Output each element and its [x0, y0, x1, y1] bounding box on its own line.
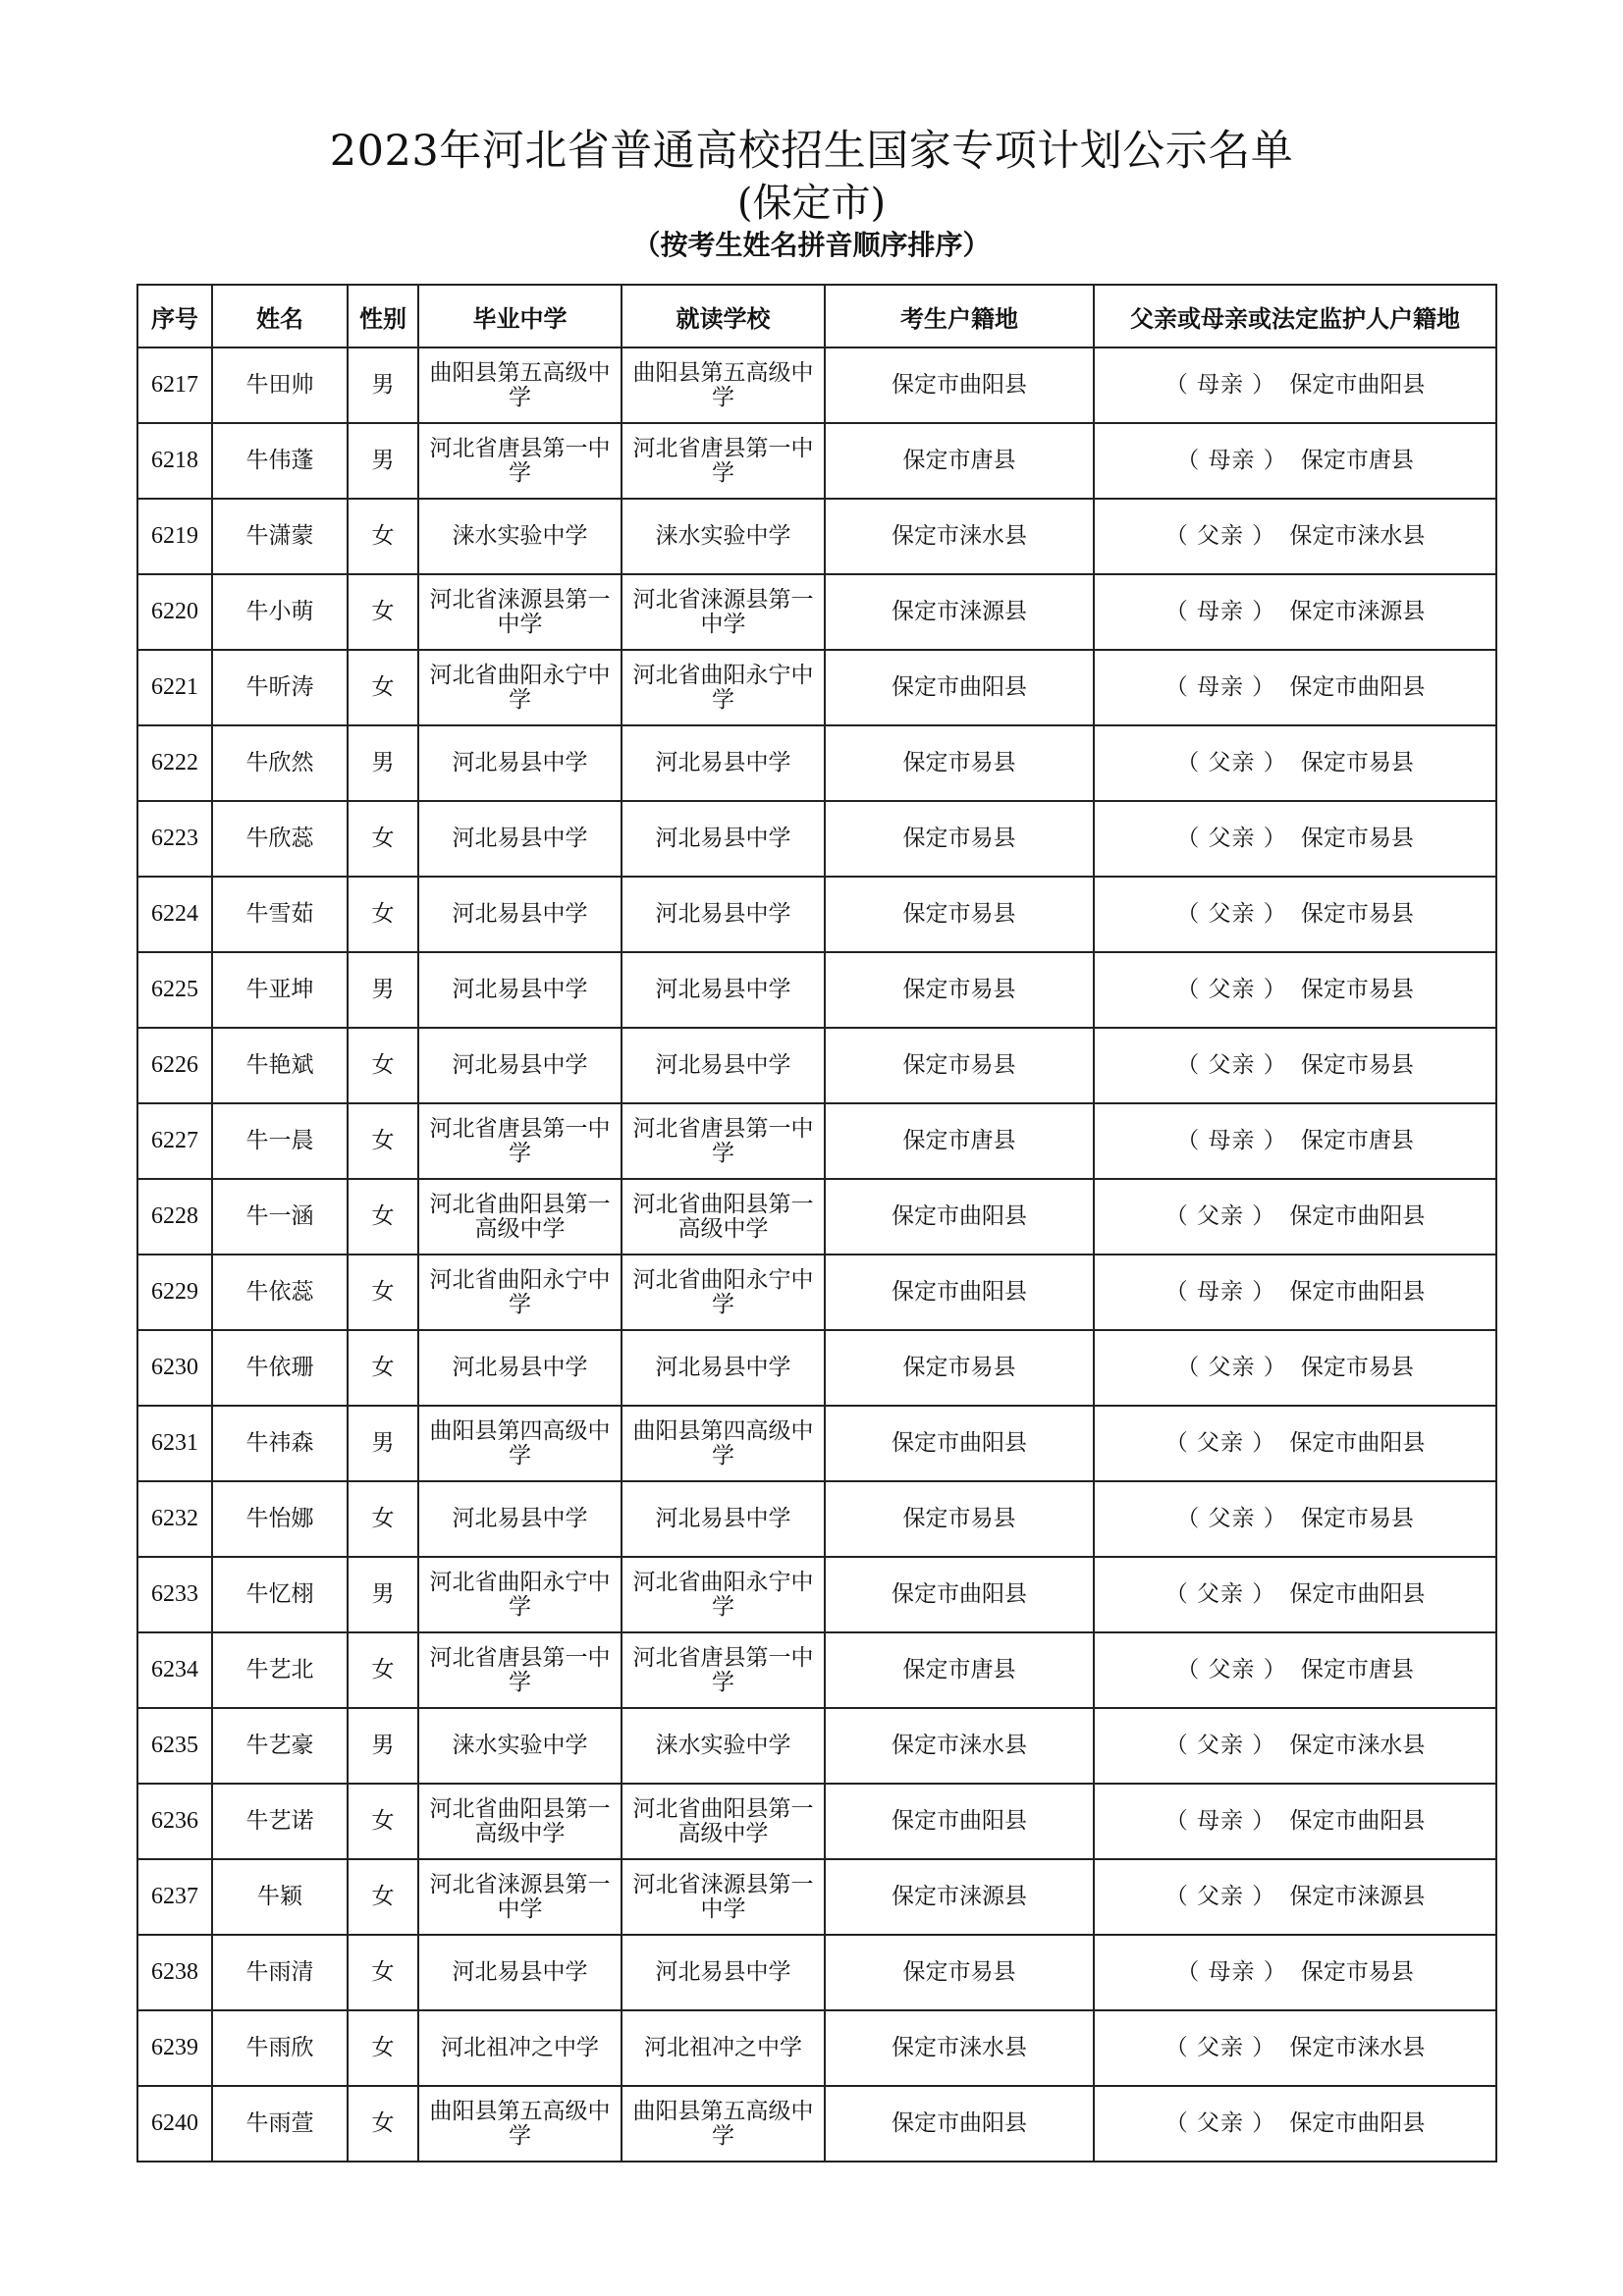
cell-gender: 女	[348, 1481, 418, 1557]
cell-gender: 女	[348, 1330, 418, 1406]
cell-guardian-hukou	[1094, 423, 1496, 499]
table-row	[137, 423, 1496, 499]
table-row	[137, 1935, 1496, 2010]
cell-hukou: 保定市唐县	[825, 1632, 1094, 1708]
cell-grad-school: 河北易县中学	[418, 725, 622, 801]
cell-hukou: 保定市易县	[825, 1481, 1094, 1557]
cell-grad-school: 河北省唐县第一中学	[418, 1632, 622, 1708]
cell-name: 牛雪茹	[212, 877, 348, 952]
cell-hukou: 保定市曲阳县	[825, 1557, 1094, 1632]
guardian-hukou-place: 保定市曲阳县	[1289, 674, 1426, 700]
cell-gender: 女	[348, 2010, 418, 2086]
table-row	[137, 952, 1496, 1028]
cell-grad-school: 曲阳县第四高级中学	[418, 1406, 622, 1481]
cell-gender: 女	[348, 1935, 418, 2010]
cell-current-school: 涞水实验中学	[622, 1708, 825, 1784]
cell-grad-school: 河北省曲阳县第一高级中学	[418, 1784, 622, 1859]
guardian-hukou-place: 保定市唐县	[1300, 1657, 1414, 1682]
cell-gender: 女	[348, 2086, 418, 2162]
table-row	[137, 2086, 1496, 2162]
guardian-hukou-place: 保定市唐县	[1300, 448, 1414, 473]
cell-gender: 女	[348, 1103, 418, 1179]
guardian-hukou-place: 保定市涞水县	[1289, 2035, 1426, 2060]
cell-hukou: 保定市唐县	[825, 1103, 1094, 1179]
cell-grad-school: 河北易县中学	[418, 952, 622, 1028]
cell-hukou: 保定市曲阳县	[825, 1255, 1094, 1330]
table-body	[137, 347, 1496, 2162]
cell-grad-school: 曲阳县第五高级中学	[418, 347, 622, 423]
cell-guardian-hukou	[1094, 1103, 1496, 1179]
table-row	[137, 1103, 1496, 1179]
guardian-hukou-place: 保定市易县	[1300, 1506, 1414, 1531]
cell-guardian-hukou	[1094, 801, 1496, 877]
cell-grad-school: 河北易县中学	[418, 1481, 622, 1557]
sort-note: （按考生姓名拼音顺序排序）	[632, 229, 991, 261]
table-row	[137, 1859, 1496, 1935]
cell-gender: 女	[348, 877, 418, 952]
cell-seq: 6227	[137, 1103, 212, 1179]
header-guardian-hukou: 父亲或母亲或法定监护人户籍地	[1094, 285, 1496, 347]
table-row	[137, 1708, 1496, 1784]
cell-seq: 6219	[137, 499, 212, 574]
cell-guardian-hukou	[1094, 1632, 1496, 1708]
cell-seq: 6218	[137, 423, 212, 499]
cell-seq: 6220	[137, 574, 212, 650]
guardian-relation: （ 母亲 ）	[1164, 372, 1276, 398]
cell-name: 牛一晨	[212, 1103, 348, 1179]
table-row	[137, 650, 1496, 725]
cell-hukou: 保定市易县	[825, 1028, 1094, 1103]
cell-grad-school: 河北省唐县第一中学	[418, 423, 622, 499]
cell-current-school: 河北省唐县第一中学	[622, 1632, 825, 1708]
cell-current-school: 河北易县中学	[622, 952, 825, 1028]
cell-guardian-hukou	[1094, 1859, 1496, 1935]
cell-current-school: 河北易县中学	[622, 725, 825, 801]
table-row	[137, 2010, 1496, 2086]
guardian-hukou-place: 保定市易县	[1300, 1959, 1414, 1985]
guardian-relation: （ 父亲 ）	[1176, 1052, 1287, 1078]
cell-hukou: 保定市易县	[825, 801, 1094, 877]
table-row	[137, 1632, 1496, 1708]
guardian-hukou-place: 保定市曲阳县	[1289, 2110, 1426, 2136]
cell-current-school: 河北易县中学	[622, 1028, 825, 1103]
guardian-hukou-place: 保定市易县	[1300, 1052, 1414, 1078]
cell-name: 牛祎森	[212, 1406, 348, 1481]
guardian-hukou-place: 保定市唐县	[1300, 1128, 1414, 1153]
guardian-relation: （ 父亲 ）	[1164, 1733, 1276, 1758]
cell-name: 牛忆栩	[212, 1557, 348, 1632]
header-name: 姓名	[212, 285, 348, 347]
cell-grad-school: 河北省曲阳永宁中学	[418, 1557, 622, 1632]
table-row	[137, 1557, 1496, 1632]
guardian-relation: （ 父亲 ）	[1164, 2110, 1276, 2136]
cell-guardian-hukou	[1094, 1557, 1496, 1632]
cell-gender: 男	[348, 952, 418, 1028]
cell-seq: 6234	[137, 1632, 212, 1708]
cell-gender: 女	[348, 1028, 418, 1103]
cell-gender: 女	[348, 1632, 418, 1708]
cell-current-school: 河北易县中学	[622, 801, 825, 877]
cell-current-school: 曲阳县第五高级中学	[622, 347, 825, 423]
cell-guardian-hukou	[1094, 347, 1496, 423]
cell-guardian-hukou	[1094, 499, 1496, 574]
cell-seq: 6225	[137, 952, 212, 1028]
cell-name: 牛小萌	[212, 574, 348, 650]
guardian-relation: （ 父亲 ）	[1176, 826, 1287, 851]
table-row	[137, 1406, 1496, 1481]
cell-guardian-hukou	[1094, 1179, 1496, 1255]
cell-current-school: 河北省曲阳永宁中学	[622, 1255, 825, 1330]
guardian-relation: （ 父亲 ）	[1176, 1355, 1287, 1380]
cell-guardian-hukou	[1094, 877, 1496, 952]
cell-seq: 6233	[137, 1557, 212, 1632]
cell-grad-school: 河北省曲阳县第一高级中学	[418, 1179, 622, 1255]
document-subtitle: (保定市)	[736, 181, 887, 226]
guardian-hukou-place: 保定市曲阳县	[1289, 1808, 1426, 1834]
document-title: 2023年河北省普通高校招生国家专项计划公示名单	[329, 127, 1294, 176]
cell-name: 牛依蕊	[212, 1255, 348, 1330]
cell-gender: 女	[348, 1784, 418, 1859]
cell-hukou: 保定市涞水县	[825, 499, 1094, 574]
cell-name: 牛潇蒙	[212, 499, 348, 574]
guardian-relation: （ 父亲 ）	[1164, 2035, 1276, 2060]
cell-hukou: 保定市曲阳县	[825, 1179, 1094, 1255]
guardian-hukou-place: 保定市曲阳县	[1289, 372, 1426, 398]
cell-current-school: 曲阳县第五高级中学	[622, 2086, 825, 2162]
cell-hukou: 保定市易县	[825, 952, 1094, 1028]
cell-guardian-hukou	[1094, 1255, 1496, 1330]
cell-seq: 6237	[137, 1859, 212, 1935]
cell-name: 牛雨清	[212, 1935, 348, 2010]
cell-name: 牛田帅	[212, 347, 348, 423]
cell-gender: 男	[348, 1406, 418, 1481]
cell-hukou: 保定市涞源县	[825, 574, 1094, 650]
cell-guardian-hukou	[1094, 1330, 1496, 1406]
cell-gender: 女	[348, 574, 418, 650]
cell-name: 牛亚坤	[212, 952, 348, 1028]
cell-name: 牛艺诺	[212, 1784, 348, 1859]
guardian-relation: （ 母亲 ）	[1176, 1128, 1287, 1153]
cell-guardian-hukou	[1094, 725, 1496, 801]
cell-hukou: 保定市易县	[825, 725, 1094, 801]
table-row	[137, 574, 1496, 650]
table-row	[137, 1179, 1496, 1255]
table-row	[137, 877, 1496, 952]
cell-grad-school: 河北祖冲之中学	[418, 2010, 622, 2086]
cell-guardian-hukou	[1094, 1708, 1496, 1784]
cell-name: 牛雨萱	[212, 2086, 348, 2162]
cell-current-school: 河北省唐县第一中学	[622, 1103, 825, 1179]
roster-table	[136, 284, 1497, 2163]
cell-grad-school: 河北省涞源县第一中学	[418, 1859, 622, 1935]
cell-hukou: 保定市涞源县	[825, 1859, 1094, 1935]
guardian-hukou-place: 保定市曲阳县	[1289, 1279, 1426, 1305]
cell-grad-school: 河北易县中学	[418, 1330, 622, 1406]
cell-name: 牛欣蕊	[212, 801, 348, 877]
cell-seq: 6231	[137, 1406, 212, 1481]
cell-gender: 男	[348, 725, 418, 801]
cell-gender: 女	[348, 499, 418, 574]
cell-guardian-hukou	[1094, 1935, 1496, 2010]
cell-name: 牛怡娜	[212, 1481, 348, 1557]
cell-grad-school: 曲阳县第五高级中学	[418, 2086, 622, 2162]
cell-seq: 6228	[137, 1179, 212, 1255]
cell-hukou: 保定市曲阳县	[825, 650, 1094, 725]
guardian-relation: （ 母亲 ）	[1164, 599, 1276, 624]
cell-seq: 6235	[137, 1708, 212, 1784]
cell-name: 牛颖	[212, 1859, 348, 1935]
guardian-relation: （ 父亲 ）	[1176, 977, 1287, 1002]
cell-seq: 6229	[137, 1255, 212, 1330]
cell-hukou: 保定市易县	[825, 1330, 1094, 1406]
guardian-relation: （ 父亲 ）	[1176, 901, 1287, 927]
table-row	[137, 725, 1496, 801]
guardian-hukou-place: 保定市易县	[1300, 977, 1414, 1002]
cell-gender: 男	[348, 1708, 418, 1784]
cell-grad-school: 河北省唐县第一中学	[418, 1103, 622, 1179]
cell-grad-school: 河北易县中学	[418, 1935, 622, 2010]
cell-grad-school: 河北易县中学	[418, 1028, 622, 1103]
cell-name: 牛一涵	[212, 1179, 348, 1255]
cell-current-school: 涞水实验中学	[622, 499, 825, 574]
guardian-relation: （ 母亲 ）	[1164, 1279, 1276, 1305]
cell-current-school: 曲阳县第四高级中学	[622, 1406, 825, 1481]
guardian-relation: （ 母亲 ）	[1164, 674, 1276, 700]
guardian-hukou-place: 保定市涞水县	[1289, 1733, 1426, 1758]
cell-current-school: 河北省曲阳永宁中学	[622, 650, 825, 725]
cell-seq: 6222	[137, 725, 212, 801]
cell-current-school: 河北省涞源县第一中学	[622, 1859, 825, 1935]
cell-grad-school: 河北省涞源县第一中学	[418, 574, 622, 650]
cell-grad-school: 河北易县中学	[418, 801, 622, 877]
cell-name: 牛艺北	[212, 1632, 348, 1708]
cell-seq: 6230	[137, 1330, 212, 1406]
guardian-hukou-place: 保定市曲阳县	[1289, 1430, 1426, 1456]
guardian-relation: （ 父亲 ）	[1176, 1506, 1287, 1531]
cell-hukou: 保定市曲阳县	[825, 1406, 1094, 1481]
table-row	[137, 347, 1496, 423]
header-current-school: 就读学校	[622, 285, 825, 347]
cell-gender: 女	[348, 801, 418, 877]
cell-hukou: 保定市易县	[825, 1935, 1094, 2010]
header-grad-school: 毕业中学	[418, 285, 622, 347]
cell-current-school: 河北祖冲之中学	[622, 2010, 825, 2086]
cell-gender: 女	[348, 650, 418, 725]
cell-name: 牛欣然	[212, 725, 348, 801]
cell-seq: 6224	[137, 877, 212, 952]
cell-hukou: 保定市涞水县	[825, 1708, 1094, 1784]
guardian-relation: （ 父亲 ）	[1164, 1203, 1276, 1229]
cell-current-school: 河北省曲阳县第一高级中学	[622, 1179, 825, 1255]
guardian-hukou-place: 保定市涞水县	[1289, 523, 1426, 549]
cell-grad-school: 涞水实验中学	[418, 499, 622, 574]
guardian-relation: （ 父亲 ）	[1164, 1430, 1276, 1456]
cell-name: 牛依珊	[212, 1330, 348, 1406]
cell-guardian-hukou	[1094, 2086, 1496, 2162]
cell-current-school: 河北易县中学	[622, 1330, 825, 1406]
cell-gender: 男	[348, 423, 418, 499]
cell-hukou: 保定市曲阳县	[825, 347, 1094, 423]
cell-seq: 6236	[137, 1784, 212, 1859]
cell-current-school: 河北易县中学	[622, 877, 825, 952]
cell-current-school: 河北省曲阳县第一高级中学	[622, 1784, 825, 1859]
guardian-relation: （ 母亲 ）	[1176, 1959, 1287, 1985]
guardian-hukou-place: 保定市曲阳县	[1289, 1203, 1426, 1229]
cell-gender: 女	[348, 1179, 418, 1255]
guardian-hukou-place: 保定市易县	[1300, 826, 1414, 851]
table-row	[137, 499, 1496, 574]
guardian-relation: （ 父亲 ）	[1164, 523, 1276, 549]
cell-hukou: 保定市曲阳县	[825, 1784, 1094, 1859]
cell-seq: 6232	[137, 1481, 212, 1557]
header-hukou: 考生户籍地	[825, 285, 1094, 347]
table-row	[137, 1481, 1496, 1557]
guardian-hukou-place: 保定市易县	[1300, 1355, 1414, 1380]
cell-guardian-hukou	[1094, 2010, 1496, 2086]
cell-seq: 6217	[137, 347, 212, 423]
cell-current-school: 河北省曲阳永宁中学	[622, 1557, 825, 1632]
cell-gender: 男	[348, 347, 418, 423]
guardian-hukou-place: 保定市涞源县	[1289, 599, 1426, 624]
cell-guardian-hukou	[1094, 952, 1496, 1028]
guardian-relation: （ 父亲 ）	[1176, 1657, 1287, 1682]
guardian-hukou-place: 保定市易县	[1300, 901, 1414, 927]
header-gender: 性别	[348, 285, 418, 347]
table-row	[137, 1255, 1496, 1330]
cell-guardian-hukou	[1094, 650, 1496, 725]
cell-guardian-hukou	[1094, 1481, 1496, 1557]
cell-gender: 女	[348, 1255, 418, 1330]
cell-name: 牛艺豪	[212, 1708, 348, 1784]
cell-current-school: 河北易县中学	[622, 1935, 825, 2010]
table-row	[137, 1330, 1496, 1406]
cell-current-school: 河北易县中学	[622, 1481, 825, 1557]
cell-hukou: 保定市涞水县	[825, 2010, 1094, 2086]
guardian-relation: （ 父亲 ）	[1176, 750, 1287, 775]
table-row	[137, 801, 1496, 877]
cell-grad-school: 河北省曲阳永宁中学	[418, 650, 622, 725]
cell-hukou: 保定市易县	[825, 877, 1094, 952]
cell-current-school: 河北省涞源县第一中学	[622, 574, 825, 650]
cell-seq: 6223	[137, 801, 212, 877]
cell-grad-school: 涞水实验中学	[418, 1708, 622, 1784]
table-row	[137, 1784, 1496, 1859]
cell-hukou: 保定市曲阳县	[825, 2086, 1094, 2162]
cell-name: 牛昕涛	[212, 650, 348, 725]
cell-seq: 6226	[137, 1028, 212, 1103]
cell-seq: 6240	[137, 2086, 212, 2162]
guardian-hukou-place: 保定市易县	[1300, 750, 1414, 775]
guardian-hukou-place: 保定市涞源县	[1289, 1884, 1426, 1909]
cell-guardian-hukou	[1094, 1028, 1496, 1103]
cell-grad-school: 河北省曲阳永宁中学	[418, 1255, 622, 1330]
guardian-relation: （ 父亲 ）	[1164, 1581, 1276, 1607]
cell-gender: 女	[348, 1859, 418, 1935]
cell-gender: 男	[348, 1557, 418, 1632]
cell-seq: 6238	[137, 1935, 212, 2010]
cell-seq: 6221	[137, 650, 212, 725]
guardian-relation: （ 母亲 ）	[1176, 448, 1287, 473]
table-header-row	[137, 285, 1496, 347]
cell-guardian-hukou	[1094, 574, 1496, 650]
cell-hukou: 保定市唐县	[825, 423, 1094, 499]
cell-guardian-hukou	[1094, 1406, 1496, 1481]
cell-grad-school: 河北易县中学	[418, 877, 622, 952]
table-row	[137, 1028, 1496, 1103]
guardian-relation: （ 母亲 ）	[1164, 1808, 1276, 1834]
cell-name: 牛艳斌	[212, 1028, 348, 1103]
cell-current-school: 河北省唐县第一中学	[622, 423, 825, 499]
guardian-relation: （ 父亲 ）	[1164, 1884, 1276, 1909]
header-seq: 序号	[137, 285, 212, 347]
cell-seq: 6239	[137, 2010, 212, 2086]
cell-guardian-hukou	[1094, 1784, 1496, 1859]
guardian-hukou-place: 保定市曲阳县	[1289, 1581, 1426, 1607]
cell-name: 牛雨欣	[212, 2010, 348, 2086]
cell-name: 牛伟蓬	[212, 423, 348, 499]
